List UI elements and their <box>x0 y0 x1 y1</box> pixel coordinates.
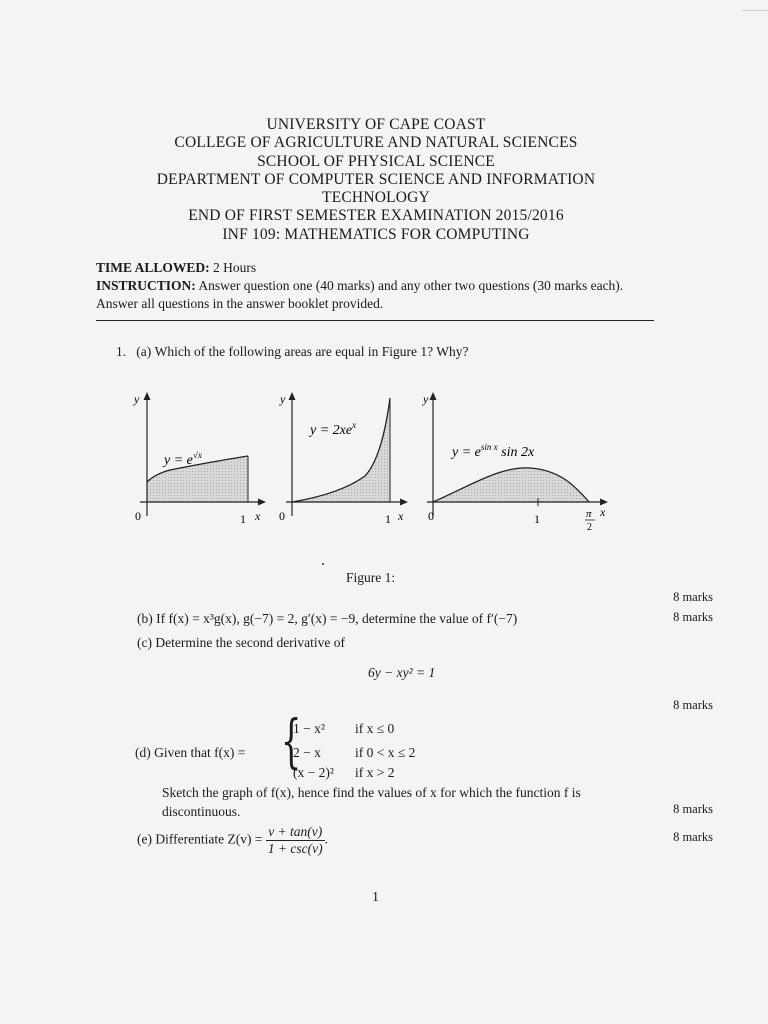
question-text: Differentiate Z(v) = <box>155 831 263 847</box>
case-1-cond: if x ≤ 0 <box>355 721 395 736</box>
scan-edge-line <box>742 10 768 11</box>
divider-rule <box>96 320 654 321</box>
part-label: (e) <box>137 831 152 847</box>
graph-3-area <box>433 468 589 502</box>
question-1c <box>137 635 345 651</box>
graph-3-pi: π <box>586 508 592 520</box>
case-3-expr: (x − 2)² <box>293 765 334 780</box>
scan-speck <box>322 563 324 565</box>
marks-1c: 8 marks <box>673 698 713 712</box>
piecewise-brace: { <box>281 707 302 775</box>
case-2-expr: 2 − x <box>293 745 321 760</box>
marks-1b: 8 marks <box>673 610 713 624</box>
exam-title: END OF FIRST SEMESTER EXAMINATION 2015/2016 <box>188 207 564 225</box>
graph-2 <box>279 392 408 526</box>
question-1d-lead <box>135 745 245 761</box>
marks-1a: 8 marks <box>673 590 713 604</box>
fraction-numerator: v + tan(v) <box>266 824 325 841</box>
course-title: INF 109: MATHEMATICS FOR COMPUTING <box>222 225 530 243</box>
figure-caption: Figure 1: <box>346 570 396 585</box>
graph-2-one: 1 <box>385 512 391 526</box>
time-allowed <box>96 259 661 277</box>
question-1d-text1: Sketch the graph of f(x), hence find the values of x for which the function f is <box>162 785 581 800</box>
part-label: (a) <box>136 344 152 359</box>
department-name-cont: TECHNOLOGY <box>322 189 430 207</box>
graph-3-equation: $y = e^{sin x}$ sin 2x <box>452 442 535 460</box>
part-label: (b) <box>137 611 153 626</box>
graph-3-two: 2 <box>587 522 592 533</box>
exam-meta <box>96 259 661 313</box>
graph-1-x-label: x <box>255 509 261 523</box>
part-label: (c) <box>137 635 152 650</box>
equation-1c: 6y − xy² = 1 <box>368 665 436 680</box>
question-number: 1. <box>116 344 127 359</box>
graph-1 <box>133 392 266 526</box>
graph-2-area <box>292 398 390 502</box>
university-name: UNIVERSITY OF CAPE COAST <box>266 116 486 133</box>
time-label: TIME ALLOWED: <box>96 260 210 275</box>
graph-3-y-label: y <box>423 392 429 406</box>
question-1d-text2: discontinuous. <box>162 804 241 819</box>
graph-2-y-label: y <box>280 392 286 406</box>
exam-header <box>96 116 656 244</box>
school-name: SCHOOL OF PHYSICAL SCIENCE <box>257 152 495 170</box>
question-text: Determine the second derivative of <box>155 635 346 650</box>
question-1e <box>137 824 328 857</box>
marks-1e: 8 marks <box>673 830 713 844</box>
instruction-label: INSTRUCTION: <box>96 278 196 293</box>
instruction-text: Answer question one (40 marks) and any other two questions (30 marks each). Answer all questions in the answer booklet provided. <box>96 278 624 311</box>
case-1-expr: 1 − x² <box>293 721 325 736</box>
marks-1d: 8 marks <box>673 802 713 816</box>
graph-1-zero: 0 <box>135 509 141 523</box>
question-1b <box>137 611 517 627</box>
figure-1-graphs <box>110 386 640 546</box>
case-3-cond: if x > 2 <box>355 765 395 780</box>
college-name: COLLEGE OF AGRICULTURE AND NATURAL SCIENCES <box>174 134 578 152</box>
graph-3 <box>422 392 608 533</box>
graph-1-y-label: y <box>134 392 140 406</box>
question-text: If f(x) = x³g(x), g(−7) = 2, g′(x) = −9, determine the value of f′(−7) <box>156 611 518 626</box>
question-text: Which of the following areas are equal in Figure 1? Why? <box>154 344 469 359</box>
graph-2-x-label: x <box>398 509 404 523</box>
time-value: 2 Hours <box>209 260 257 275</box>
graph-2-equation: $y = 2xe^x$ <box>310 420 357 438</box>
question-1a <box>116 344 469 360</box>
page-number: 1 <box>372 890 379 905</box>
graph-1-area <box>147 456 248 502</box>
period: . <box>324 831 329 847</box>
instruction <box>96 277 661 313</box>
graph-3-x-label: x <box>600 505 606 519</box>
graph-3-zero: 0 <box>428 509 434 523</box>
question-text: Given that f(x) = <box>154 745 246 760</box>
fraction-denominator: 1 + csc(v) <box>267 841 323 856</box>
graph-2-zero: 0 <box>279 509 285 523</box>
graph-3-one: 1 <box>534 512 540 526</box>
graph-1-one: 1 <box>240 512 246 526</box>
department-name: DEPARTMENT OF COMPUTER SCIENCE AND INFORMATION <box>156 170 596 188</box>
part-label: (d) <box>135 745 151 760</box>
case-2-cond: if 0 < x ≤ 2 <box>355 745 416 760</box>
fraction <box>266 824 325 857</box>
graph-1-equation: $y = e^{√x}$ <box>164 450 202 468</box>
